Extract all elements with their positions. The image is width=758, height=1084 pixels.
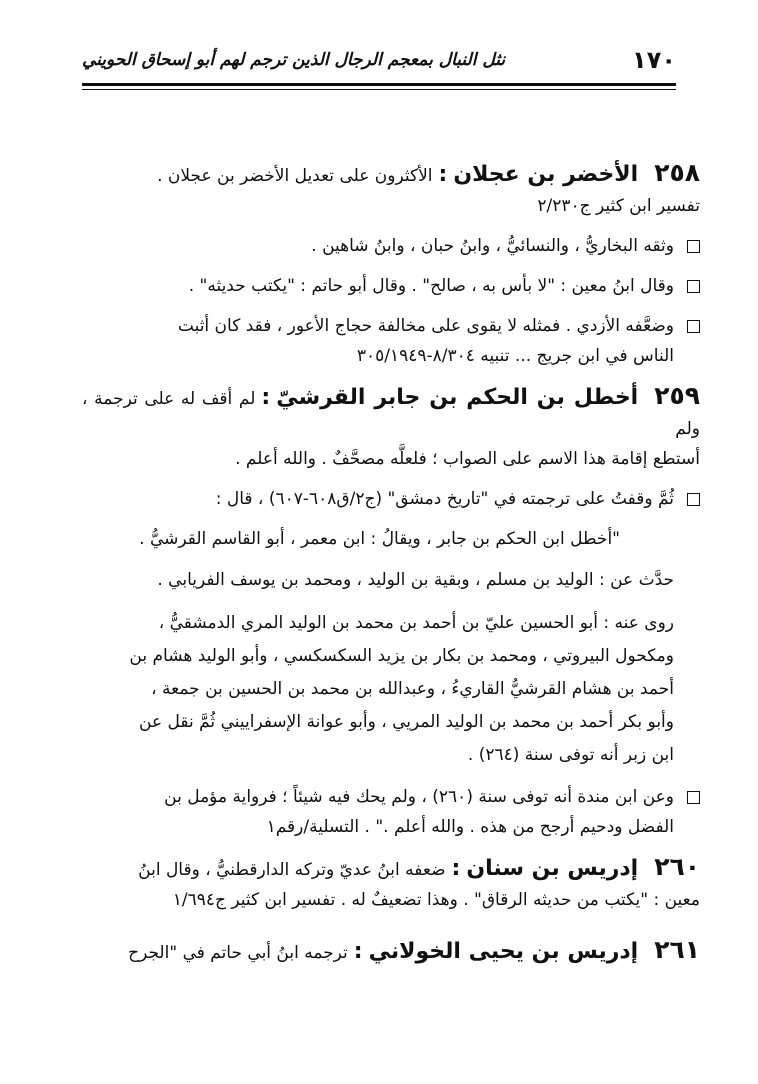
page-content — [82, 158, 700, 972]
bullet-text: وثقه البخاريُّ ، والنسائيُّ ، وابنُ حبان ، وابنُ شاهين . — [311, 236, 674, 256]
entry-261 — [82, 935, 700, 968]
bullet-item — [82, 231, 700, 261]
entry-text: لم أقف له على ترجمة ، ولم — [82, 389, 700, 439]
bullet-text: وقال ابنُ معين : "لا بأس به ، صالح" . وقال أبو حاتم : "يكتب حديثه" . — [188, 276, 674, 296]
paragraph-line: روى عنه : أبو الحسين عليّ بن أحمد بن محمد بن الوليد المري الدمشقيُّ ، — [158, 613, 674, 633]
page-number: ١٧٠ — [632, 46, 676, 74]
entry-number: ٢٦١ — [654, 935, 700, 964]
entry-name: أخطل بن الحكم بن جابر القرشيّ — [276, 385, 639, 410]
page-header — [82, 40, 676, 80]
colon: : — [261, 385, 271, 410]
entry-text: ترجمه ابنُ أبي حاتم في "الجرح — [128, 943, 348, 963]
entry-line: تفسير ابن كثير ج٢/٢٣٠ — [537, 196, 700, 216]
entry-number: ٢٥٨ — [654, 158, 700, 187]
paragraph-line: وأبو بكر أحمد بن محمد بن الوليد المريي ، وأبو عوانة الإسفراييني ثُمَّ نقل عن — [139, 712, 674, 732]
entry-line: أستطع إقامة هذا الاسم على الصواب ؛ فلعلَّه مصحَّفٌ . والله أعلم . — [235, 449, 700, 469]
entry-number: ٢٦٠ — [654, 852, 700, 881]
header-rule-thick — [82, 83, 676, 86]
bullet-item — [82, 484, 700, 514]
entry-259 — [82, 381, 700, 474]
entry-name: إدريس بن يحيى الخولاني — [368, 939, 639, 964]
bullet-text: الفضل ودحيم أرجح من هذه . والله أعلم ." . التسلية/رقم١ — [266, 817, 674, 837]
square-bullet-icon — [687, 493, 700, 506]
quote-line: "أخطل ابن الحكم بن جابر ، ويقالُ : ابن معمر ، أبو القاسم القرشيُّ . — [139, 529, 620, 549]
entry-name: إدريس بن سنان — [466, 856, 639, 881]
paragraph-line: ومكحول البيروتي ، ومحمد بن بكار بن يزيد السكسكسي ، وأبو الوليد هشام بن — [129, 646, 674, 666]
paragraph — [82, 607, 700, 772]
square-bullet-icon — [687, 791, 700, 804]
entry-text: الأكثرون على تعديل الأخضر بن عجلان . — [157, 166, 433, 186]
running-title: نثل النبال بمعجم الرجال الذين ترجم لهم أبو إسحاق الحويني — [82, 50, 506, 70]
entry-name: الأخضر بن عجلان — [453, 162, 639, 187]
square-bullet-icon — [687, 280, 700, 293]
entry-number: ٢٥٩ — [654, 381, 701, 410]
colon: : — [451, 856, 461, 881]
header-rule-thin — [82, 89, 676, 90]
square-bullet-icon — [687, 320, 700, 333]
entry-260 — [82, 852, 700, 915]
bullet-text: وعن ابن مندة أنه توفى سنة (٢٦٠) ، ولم يحك فيه شيئاً ؛ فرواية مؤمل بن — [164, 787, 674, 807]
bullet-text: وضعَّفه الأزدي . فمثله لا يقوى على مخالفة حجاج الأعور ، فقد كان أثبت — [177, 316, 674, 336]
bullet-item — [82, 782, 700, 842]
entry-text: ضعفه ابنُ عديّ وتركه الدارقطنيُّ ، وقال ابنُ — [138, 860, 446, 880]
bullet-text: ثُمَّ وقفتُ على ترجمته في "تاريخ دمشق" (ج٢/ق٦٠٨-٦٠٧) ، قال : — [215, 489, 674, 509]
paragraph: حدَّث عن : الوليد بن مسلم ، وبقية بن الوليد ، ومحمد بن يوسف الفريابي . — [157, 570, 674, 590]
paragraph-line: ابن زبر أنه توفى سنة (٢٦٤) . — [467, 745, 674, 765]
spacer — [82, 919, 700, 935]
entry-line: معين : "يكتب من حديثه الرقاق" . وهذا تضعيفٌ له . تفسير ابن كثير ج١/٦٩٤ — [172, 890, 700, 910]
paragraph-line: أحمد بن هشام القرشيُّ القاريءُ ، وعبدالله بن محمد بن الحسين بن جمعة ، — [151, 679, 674, 699]
colon: : — [353, 939, 363, 964]
bullet-item — [82, 271, 700, 301]
entry-258 — [82, 158, 700, 221]
bullet-text: الناس في ابن جريج ... تنبيه ٨/٣٠٤-٣٠٥/١٩٤٩ — [356, 346, 674, 366]
square-bullet-icon — [687, 240, 700, 253]
bullet-item — [82, 311, 700, 371]
colon: : — [438, 162, 448, 187]
